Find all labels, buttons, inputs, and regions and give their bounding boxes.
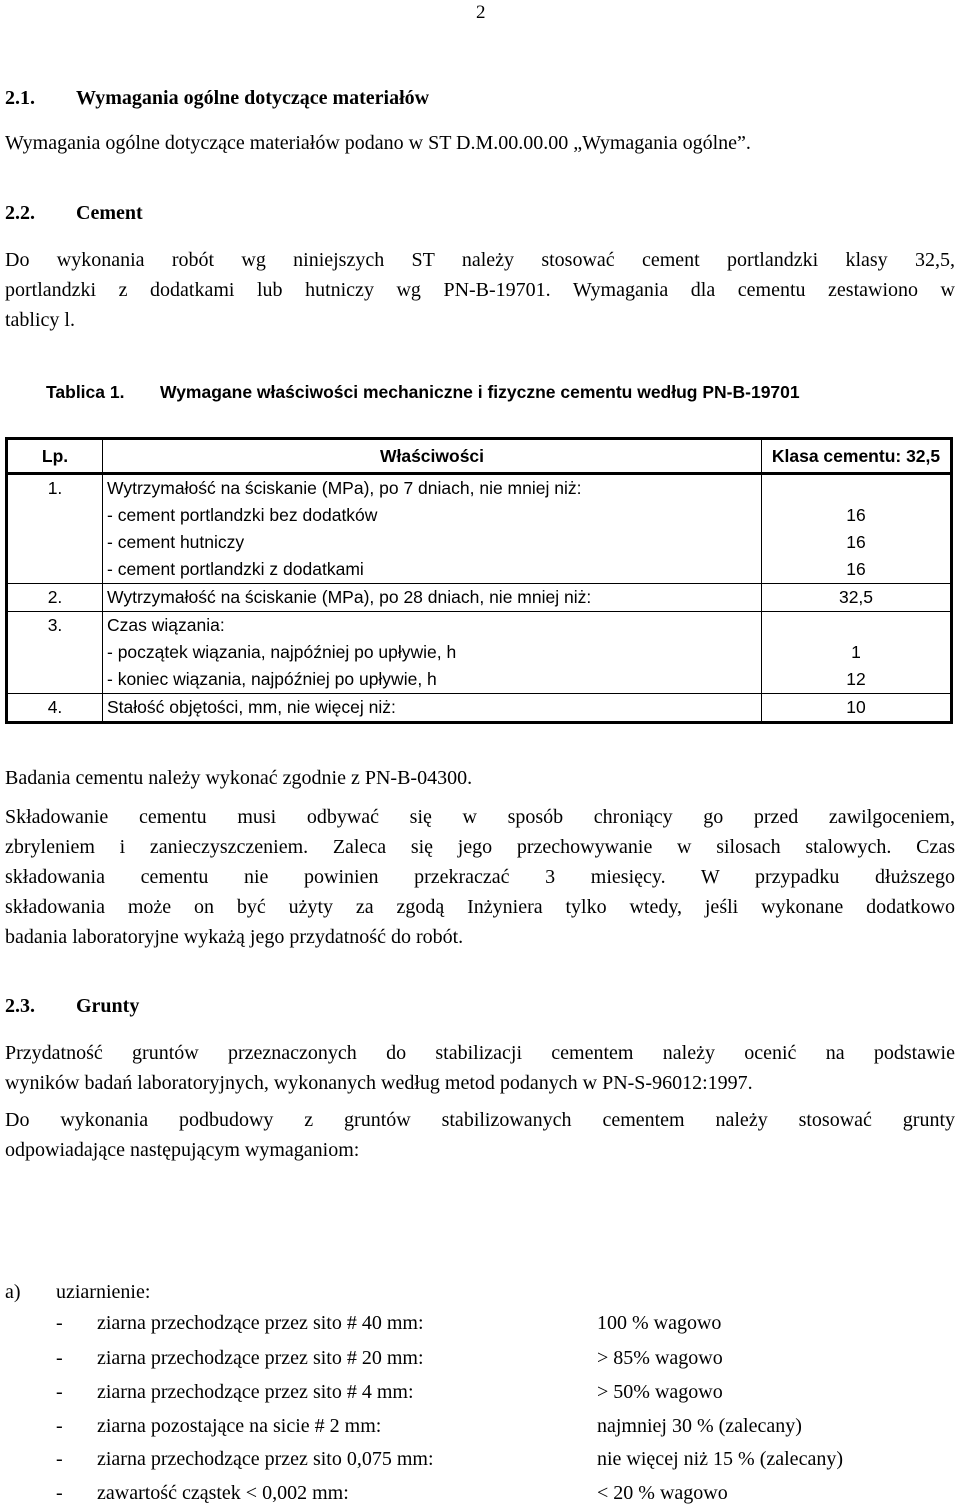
table-caption-number: Tablica 1. [46,382,125,402]
value-line: 16 [846,532,866,552]
header-cement-class: Klasa cementu: 32,5 [762,439,952,474]
page-number: 2 [476,2,486,23]
cement-properties-table [5,437,953,724]
value-line: 10 [846,697,866,717]
property-line: - cement portlandzki z dodatkami [107,559,364,579]
table-header-row [7,439,952,474]
grain-item-text: zawartość cząstek < 0,002 mm: [97,1482,349,1504]
grain-item-value: nie więcej niż 15 % (zalecany) [597,1448,843,1470]
grain-item-value: > 85% wagowo [597,1347,723,1369]
row-lp: 1. [7,474,103,584]
grain-item-dash: - [56,1381,63,1403]
row-value [762,474,952,584]
section-2-2-number: 2.2. [5,202,35,224]
grain-item-text: ziarna przechodzące przez sito 0,075 mm: [97,1448,434,1470]
storage-line-5: badania laboratoryjne wykażą jego przydatność do robót. [5,926,464,948]
cement-testing-note: Badania cementu należy wykonać zgodnie z PN-B-04300. [5,767,473,789]
soil-paragraph-2-line-1: Do wykonania podbudowy z gruntów stabilizowanych cementem należy stosować grunty [5,1109,955,1131]
property-line: - cement hutniczy [107,532,245,552]
list-a-label: a) [5,1281,21,1303]
grain-item-text: ziarna przechodzące przez sito # 4 mm: [97,1381,414,1403]
cement-paragraph-line-1: Do wykonania robót wg niniejszych ST należy stosować cement portlandzki klasy 32,5, [5,249,955,271]
section-2-3-title: Grunty [76,995,140,1017]
storage-line-4: składowania może on być użyty za zgodą Inżyniera tylko wtedy, jeśli wykonane dodatkowo [5,896,955,918]
table-caption-title: Wymagane właściwości mechaniczne i fizyczne cementu według PN-B-19701 [160,382,800,402]
cement-paragraph-line-2: portlandzki z dodatkami lub hutniczy wg PN-B-19701. Wymagania dla cementu zestawiono w [5,279,955,301]
value-line [766,612,946,639]
soil-paragraph-1-line-1: Przydatność gruntów przeznaczonych do stabilizacji cementem należy ocenić na podstawie [5,1042,955,1064]
storage-line-3: składowania cementu nie powinien przekraczać 3 miesięcy. W przypadku dłuższego [5,866,955,888]
value-line: 1 [851,642,861,662]
storage-line-2: zbryleniem i zanieczyszczeniem. Zaleca się jego przechowywanie w silosach stalowych. Czas [5,836,955,858]
property-line: - koniec wiązania, najpóźniej po upływie, h [107,669,437,689]
grain-item-value: najmniej 30 % (zalecany) [597,1415,802,1437]
table-row [7,474,952,584]
grain-item-value: 100 % wagowo [597,1312,722,1334]
grain-item-dash: - [56,1347,63,1369]
grain-item-dash: - [56,1448,63,1470]
grain-item-dash: - [56,1415,63,1437]
row-property [103,584,762,612]
grain-item-value: < 20 % wagowo [597,1482,728,1504]
row-property [103,612,762,694]
grain-item-text: ziarna przechodzące przez sito # 20 mm: [97,1347,424,1369]
grain-item-dash: - [56,1482,63,1504]
row-value [762,694,952,723]
row-property [103,474,762,584]
table-row [7,584,952,612]
property-line: Wytrzymałość na ściskanie (MPa), po 7 dniach, nie mniej niż: [107,478,582,498]
row-lp: 2. [7,584,103,612]
cement-paragraph-line-3: tablicy l. [5,309,75,331]
value-line [766,475,946,502]
soil-paragraph-2-line-2: odpowiadające następującym wymaganiom: [5,1139,360,1161]
grain-item-dash: - [56,1312,63,1334]
property-line: - początek wiązania, najpóźniej po upływie, h [107,642,457,662]
section-2-1-text: Wymagania ogólne dotyczące materiałów podano w ST D.M.00.00.00 „Wymagania ogólne”. [5,132,751,154]
section-2-3-number: 2.3. [5,995,35,1017]
grain-item-text: ziarna pozostające na sicie # 2 mm: [97,1415,382,1437]
row-property [103,694,762,723]
row-lp: 4. [7,694,103,723]
section-2-2-title: Cement [76,202,143,224]
value-line: 12 [846,669,866,689]
section-2-1-number: 2.1. [5,87,35,109]
grain-item-value: > 50% wagowo [597,1381,723,1403]
value-line: 16 [846,505,866,525]
value-line: 16 [846,559,866,579]
row-lp: 3. [7,612,103,694]
value-line: 32,5 [838,587,874,607]
property-line: - cement portlandzki bez dodatków [107,505,378,525]
row-value [762,612,952,694]
row-value [762,584,952,612]
storage-line-1: Składowanie cementu musi odbywać się w sposób chroniący go przed zawilgoceniem, [5,806,955,828]
property-line: Czas wiązania: [107,615,225,635]
section-2-1-title: Wymagania ogólne dotyczące materiałów [76,87,430,109]
property-line: Wytrzymałość na ściskanie (MPa), po 28 dniach, nie mniej niż: [107,587,592,607]
soil-paragraph-1-line-2: wyników badań laboratoryjnych, wykonanych według metod podanych w PN-S-96012:1997. [5,1072,753,1094]
list-a-title: uziarnienie: [56,1281,151,1303]
header-properties: Właściwości [103,439,762,474]
table-row [7,612,952,694]
property-line: Stałość objętości, mm, nie więcej niż: [107,697,396,717]
grain-item-text: ziarna przechodzące przez sito # 40 mm: [97,1312,424,1334]
header-lp: Lp. [7,439,103,474]
table-row [7,694,952,723]
